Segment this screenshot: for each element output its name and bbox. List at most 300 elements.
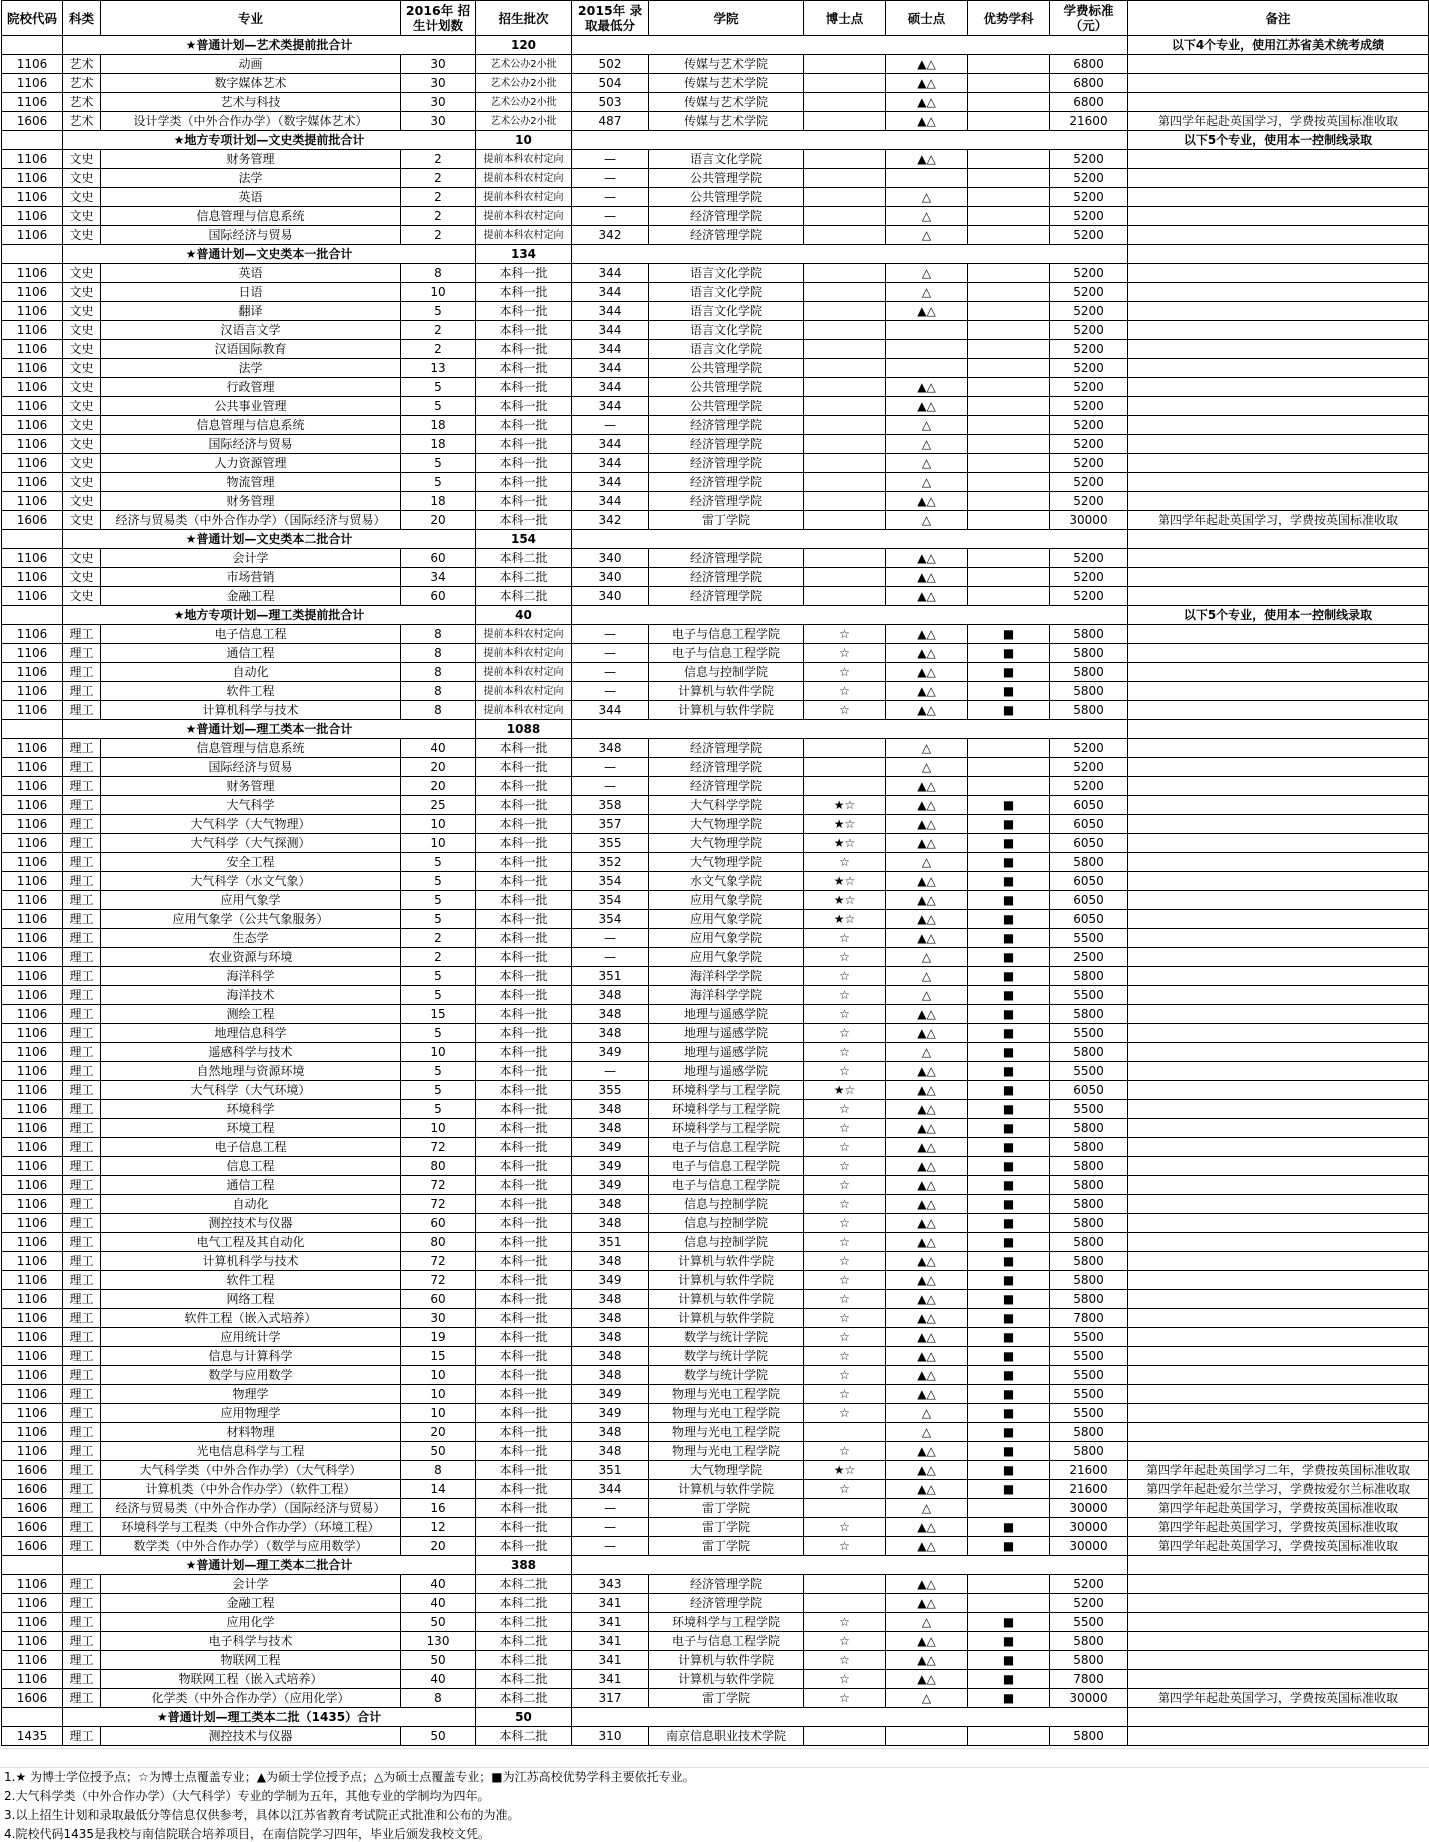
cell-batch: 本科二批 [476,587,572,606]
cell-batch: 本科一批 [476,454,572,473]
cell-remarks [1128,758,1429,777]
cell-tuition: 2500 [1050,948,1128,967]
cell-category: 理工 [63,777,101,796]
cell-doctoral: ☆ [804,1518,886,1537]
cell-remarks [1128,1309,1429,1328]
cell-master: ▲△ [886,1537,968,1556]
cell-master: ▲△ [886,1062,968,1081]
cell-category: 文史 [63,264,101,283]
cell-plan-count: 30 [401,1309,476,1328]
cell-plan-count: 10 [401,283,476,302]
cell-master: △ [886,967,968,986]
cell-category: 文史 [63,302,101,321]
cell-master [886,1727,968,1746]
cell-category: 文史 [63,169,101,188]
cell-batch: 本科一批 [476,1518,572,1537]
table-row [2,1632,1429,1651]
cell-major: 大气科学 [101,796,401,815]
cell-tuition: 30000 [1050,511,1128,530]
cell-batch: 本科一批 [476,872,572,891]
cell-category: 理工 [63,1157,101,1176]
subtotal-title: ★地方专项计划—文史类提前批合计 [63,131,476,150]
cell-category: 理工 [63,796,101,815]
cell-master: △ [886,1423,968,1442]
cell-category: 理工 [63,834,101,853]
cell-major: 自动化 [101,663,401,682]
cell-school-code: 1606 [2,1499,63,1518]
table-row [2,1404,1429,1423]
table-row [2,663,1429,682]
cell-min-score: 310 [572,1727,649,1746]
cell-master: ▲△ [886,1081,968,1100]
subtotal-remark [1128,530,1429,549]
cell-school-code: 1106 [2,55,63,74]
cell-category: 理工 [63,739,101,758]
table-row [2,1328,1429,1347]
cell-batch: 本科一批 [476,834,572,853]
cell-doctoral [804,93,886,112]
subtotal-row [2,131,1429,150]
cell-remarks [1128,1024,1429,1043]
cell-college: 雷丁学院 [649,1499,804,1518]
cell-major: 软件工程 [101,682,401,701]
subtotal-remark: 以下5个专业，使用本一控制线录取 [1128,606,1429,625]
cell-category: 理工 [63,701,101,720]
cell-major: 英语 [101,188,401,207]
cell-min-score: — [572,416,649,435]
cell-batch: 本科一批 [476,853,572,872]
cell-tuition: 6050 [1050,872,1128,891]
cell-doctoral: ☆ [804,1176,886,1195]
cell-doctoral: ☆ [804,929,886,948]
cell-remarks [1128,1385,1429,1404]
cell-min-score: 344 [572,378,649,397]
cell-school-code: 1106 [2,74,63,93]
cell-doctoral: ☆ [804,1670,886,1689]
cell-remarks [1128,1404,1429,1423]
cell-master: △ [886,435,968,454]
cell-college: 经济管理学院 [649,549,804,568]
cell-min-score: 503 [572,93,649,112]
cell-doctoral [804,169,886,188]
cell-plan-count: 34 [401,568,476,587]
cell-master: ▲△ [886,1138,968,1157]
cell-doctoral [804,1575,886,1594]
cell-category: 理工 [63,1537,101,1556]
cell-school-code: 1106 [2,1024,63,1043]
cell-school-code: 1106 [2,93,63,112]
cell-remarks [1128,625,1429,644]
cell-advantage [968,150,1050,169]
cell-master: ▲△ [886,1157,968,1176]
cell-remarks [1128,587,1429,606]
cell-doctoral: ☆ [804,1024,886,1043]
subtotal-title: ★地方专项计划—理工类提前批合计 [63,606,476,625]
cell-doctoral [804,397,886,416]
cell-plan-count: 12 [401,1518,476,1537]
cell-plan-count: 40 [401,1594,476,1613]
cell-major: 汉语言文学 [101,321,401,340]
cell-doctoral [804,758,886,777]
cell-remarks [1128,796,1429,815]
cell-remarks [1128,93,1429,112]
cell-master: ▲△ [886,1347,968,1366]
cell-master: △ [886,283,968,302]
table-row [2,853,1429,872]
cell-advantage [968,511,1050,530]
table-row [2,226,1429,245]
cell-min-score: 348 [572,1442,649,1461]
cell-doctoral [804,264,886,283]
cell-plan-count: 14 [401,1480,476,1499]
cell-college: 经济管理学院 [649,226,804,245]
cell-plan-count: 20 [401,511,476,530]
cell-major: 财务管理 [101,492,401,511]
cell-tuition: 5800 [1050,1138,1128,1157]
cell-doctoral: ☆ [804,1157,886,1176]
cell-remarks [1128,226,1429,245]
cell-min-score: 348 [572,1366,649,1385]
table-row [2,1537,1429,1556]
cell-min-score: 348 [572,986,649,1005]
cell-college: 水文气象学院 [649,872,804,891]
table-row [2,1195,1429,1214]
cell-batch: 提前本科农村定向 [476,169,572,188]
cell-master: ▲△ [886,112,968,131]
cell-advantage: ■ [968,644,1050,663]
cell-advantage: ■ [968,1442,1050,1461]
cell-advantage: ■ [968,1252,1050,1271]
cell-tuition: 5500 [1050,1385,1128,1404]
cell-batch: 本科一批 [476,359,572,378]
cell-college: 大气物理学院 [649,815,804,834]
cell-college: 经济管理学院 [649,777,804,796]
cell-tuition: 5800 [1050,1423,1128,1442]
cell-college: 电子与信息工程学院 [649,1632,804,1651]
cell-doctoral: ☆ [804,1271,886,1290]
cell-advantage: ■ [968,967,1050,986]
cell-advantage [968,1727,1050,1746]
cell-college: 雷丁学院 [649,1518,804,1537]
cell-school-code: 1106 [2,587,63,606]
cell-school-code: 1106 [2,701,63,720]
cell-master: ▲△ [886,1100,968,1119]
cell-major: 会计学 [101,1575,401,1594]
table-row [2,1575,1429,1594]
cell-remarks [1128,359,1429,378]
cell-tuition: 5800 [1050,663,1128,682]
cell-college: 经济管理学院 [649,587,804,606]
cell-min-score: 355 [572,1081,649,1100]
cell-advantage: ■ [968,1613,1050,1632]
cell-plan-count: 5 [401,378,476,397]
cell-master: ▲△ [886,74,968,93]
cell-min-score: 358 [572,796,649,815]
cell-remarks [1128,1176,1429,1195]
cell-doctoral: ☆ [804,625,886,644]
table-row [2,1499,1429,1518]
cell-college: 语言文化学院 [649,150,804,169]
cell-doctoral [804,454,886,473]
table-row [2,815,1429,834]
cell-tuition: 7800 [1050,1670,1128,1689]
cell-batch: 本科一批 [476,1290,572,1309]
cell-empty [2,720,63,739]
cell-batch: 本科一批 [476,891,572,910]
cell-category: 理工 [63,1442,101,1461]
cell-category: 理工 [63,1309,101,1328]
cell-min-score: 348 [572,1005,649,1024]
cell-remarks: 第四学年起赴英国学习，学费按英国标准收取 [1128,1689,1429,1708]
subtotal-remark [1128,245,1429,264]
cell-major: 财务管理 [101,777,401,796]
cell-batch: 本科一批 [476,1024,572,1043]
cell-plan-count: 2 [401,169,476,188]
cell-min-score: 348 [572,1252,649,1271]
cell-major: 测控技术与仪器 [101,1727,401,1746]
cell-batch: 本科二批 [476,549,572,568]
cell-school-code: 1106 [2,815,63,834]
cell-college: 经济管理学院 [649,435,804,454]
cell-advantage [968,359,1050,378]
cell-tuition: 5200 [1050,321,1128,340]
cell-master: ▲△ [886,796,968,815]
cell-plan-count: 18 [401,492,476,511]
cell-batch: 本科一批 [476,1442,572,1461]
cell-remarks [1128,549,1429,568]
cell-plan-count: 60 [401,1214,476,1233]
table-row [2,1442,1429,1461]
cell-category: 文史 [63,587,101,606]
cell-remarks [1128,929,1429,948]
cell-advantage: ■ [968,891,1050,910]
cell-batch: 本科一批 [476,1271,572,1290]
cell-category: 理工 [63,948,101,967]
cell-doctoral [804,321,886,340]
cell-school-code: 1106 [2,1670,63,1689]
table-row [2,587,1429,606]
cell-remarks [1128,397,1429,416]
cell-doctoral: ☆ [804,1651,886,1670]
cell-school-code: 1106 [2,1252,63,1271]
cell-min-score: 349 [572,1385,649,1404]
cell-major: 大气科学类（中外合作办学）（大气科学） [101,1461,401,1480]
cell-plan-count: 30 [401,112,476,131]
cell-master: ▲△ [886,834,968,853]
cell-plan-count: 5 [401,1100,476,1119]
cell-min-score: 344 [572,302,649,321]
cell-tuition: 5200 [1050,1575,1128,1594]
cell-plan-count: 40 [401,1670,476,1689]
cell-plan-count: 2 [401,321,476,340]
cell-doctoral: ☆ [804,1100,886,1119]
cell-batch: 本科一批 [476,1366,572,1385]
cell-remarks [1128,853,1429,872]
cell-category: 理工 [63,1518,101,1537]
cell-min-score: 504 [572,74,649,93]
cell-plan-count: 10 [401,834,476,853]
cell-school-code: 1106 [2,188,63,207]
cell-remarks [1128,473,1429,492]
cell-batch: 本科一批 [476,1480,572,1499]
cell-batch: 提前本科农村定向 [476,682,572,701]
cell-master: ▲△ [886,1309,968,1328]
cell-batch: 本科一批 [476,967,572,986]
cell-min-score: 348 [572,1195,649,1214]
cell-tuition: 5200 [1050,207,1128,226]
cell-category: 文史 [63,150,101,169]
cell-plan-count: 8 [401,1689,476,1708]
cell-doctoral [804,416,886,435]
cell-advantage: ■ [968,1005,1050,1024]
cell-doctoral: ★☆ [804,834,886,853]
cell-college: 语言文化学院 [649,264,804,283]
cell-min-score: 355 [572,834,649,853]
cell-doctoral: ☆ [804,1290,886,1309]
cell-advantage: ■ [968,1214,1050,1233]
cell-school-code: 1106 [2,1328,63,1347]
cell-tuition: 6800 [1050,93,1128,112]
cell-category: 理工 [63,1138,101,1157]
cell-category: 理工 [63,967,101,986]
table-row [2,93,1429,112]
subtotal-count: 50 [476,1708,572,1727]
cell-plan-count: 20 [401,1423,476,1442]
cell-master: △ [886,473,968,492]
cell-plan-count: 80 [401,1157,476,1176]
cell-college: 地理与遥感学院 [649,1043,804,1062]
table-row [2,739,1429,758]
cell-min-score: 344 [572,283,649,302]
table-row [2,378,1429,397]
cell-remarks [1128,264,1429,283]
cell-doctoral: ☆ [804,986,886,1005]
cell-tuition: 5800 [1050,625,1128,644]
cell-major: 物理学 [101,1385,401,1404]
header-tuition: 学费标准 （元） [1050,1,1128,36]
cell-batch: 提前本科农村定向 [476,663,572,682]
cell-category: 艺术 [63,55,101,74]
cell-category: 文史 [63,549,101,568]
table-row [2,1062,1429,1081]
cell-min-score: — [572,1062,649,1081]
cell-tuition: 6050 [1050,891,1128,910]
cell-major: 海洋技术 [101,986,401,1005]
cell-college: 传媒与艺术学院 [649,55,804,74]
subtotal-remark [1128,1708,1429,1727]
cell-category: 理工 [63,1651,101,1670]
cell-batch: 提前本科农村定向 [476,226,572,245]
cell-category: 理工 [63,1575,101,1594]
cell-advantage [968,188,1050,207]
cell-college: 计算机与软件学院 [649,1309,804,1328]
cell-advantage: ■ [968,1689,1050,1708]
cell-tuition: 5200 [1050,283,1128,302]
cell-major: 经济与贸易类（中外合作办学）（国际经济与贸易） [101,511,401,530]
cell-college: 物理与光电工程学院 [649,1442,804,1461]
cell-remarks [1128,492,1429,511]
cell-plan-count: 50 [401,1727,476,1746]
cell-remarks [1128,454,1429,473]
cell-plan-count: 30 [401,55,476,74]
cell-major: 国际经济与贸易 [101,226,401,245]
cell-min-score: 348 [572,1214,649,1233]
cell-master: ▲△ [886,929,968,948]
cell-doctoral: ☆ [804,1195,886,1214]
cell-advantage: ■ [968,1290,1050,1309]
table-row [2,1347,1429,1366]
cell-tuition: 5200 [1050,359,1128,378]
cell-min-score: 351 [572,967,649,986]
cell-doctoral: ☆ [804,1537,886,1556]
cell-advantage: ■ [968,1632,1050,1651]
cell-advantage [968,587,1050,606]
cell-master: △ [886,986,968,1005]
cell-master: ▲△ [886,777,968,796]
cell-college: 电子与信息工程学院 [649,644,804,663]
cell-master: ▲△ [886,492,968,511]
cell-min-score: 344 [572,264,649,283]
cell-remarks [1128,435,1429,454]
cell-plan-count: 10 [401,815,476,834]
header-major: 专业 [101,1,401,36]
cell-batch: 本科二批 [476,1689,572,1708]
cell-remarks [1128,1119,1429,1138]
cell-doctoral: ☆ [804,1043,886,1062]
cell-doctoral [804,359,886,378]
cell-major: 财务管理 [101,150,401,169]
cell-college: 地理与遥感学院 [649,1005,804,1024]
cell-batch: 本科一批 [476,302,572,321]
table-row [2,1480,1429,1499]
cell-min-score: 354 [572,891,649,910]
cell-major: 人力资源管理 [101,454,401,473]
cell-major: 光电信息科学与工程 [101,1442,401,1461]
cell-tuition: 5800 [1050,701,1128,720]
cell-college: 公共管理学院 [649,397,804,416]
cell-advantage: ■ [968,872,1050,891]
cell-category: 文史 [63,435,101,454]
cell-plan-count: 5 [401,454,476,473]
cell-category: 理工 [63,682,101,701]
cell-batch: 本科一批 [476,1005,572,1024]
cell-doctoral: ★☆ [804,872,886,891]
cell-school-code: 1606 [2,511,63,530]
cell-remarks [1128,872,1429,891]
cell-doctoral [804,340,886,359]
cell-school-code: 1106 [2,435,63,454]
cell-plan-count: 60 [401,587,476,606]
cell-major: 软件工程（嵌入式培养） [101,1309,401,1328]
cell-school-code: 1106 [2,910,63,929]
cell-master: ▲△ [886,1233,968,1252]
cell-advantage: ■ [968,1271,1050,1290]
cell-doctoral: ☆ [804,1214,886,1233]
cell-plan-count: 13 [401,359,476,378]
cell-category: 理工 [63,1062,101,1081]
cell-category: 文史 [63,397,101,416]
cell-batch: 本科一批 [476,739,572,758]
cell-doctoral [804,207,886,226]
cell-empty [572,606,1128,625]
cell-batch: 本科一批 [476,1461,572,1480]
cell-tuition: 21600 [1050,1461,1128,1480]
cell-school-code: 1106 [2,1271,63,1290]
cell-master: ▲△ [886,701,968,720]
cell-college: 计算机与软件学院 [649,1271,804,1290]
cell-batch: 本科一批 [476,1214,572,1233]
cell-college: 信息与控制学院 [649,663,804,682]
